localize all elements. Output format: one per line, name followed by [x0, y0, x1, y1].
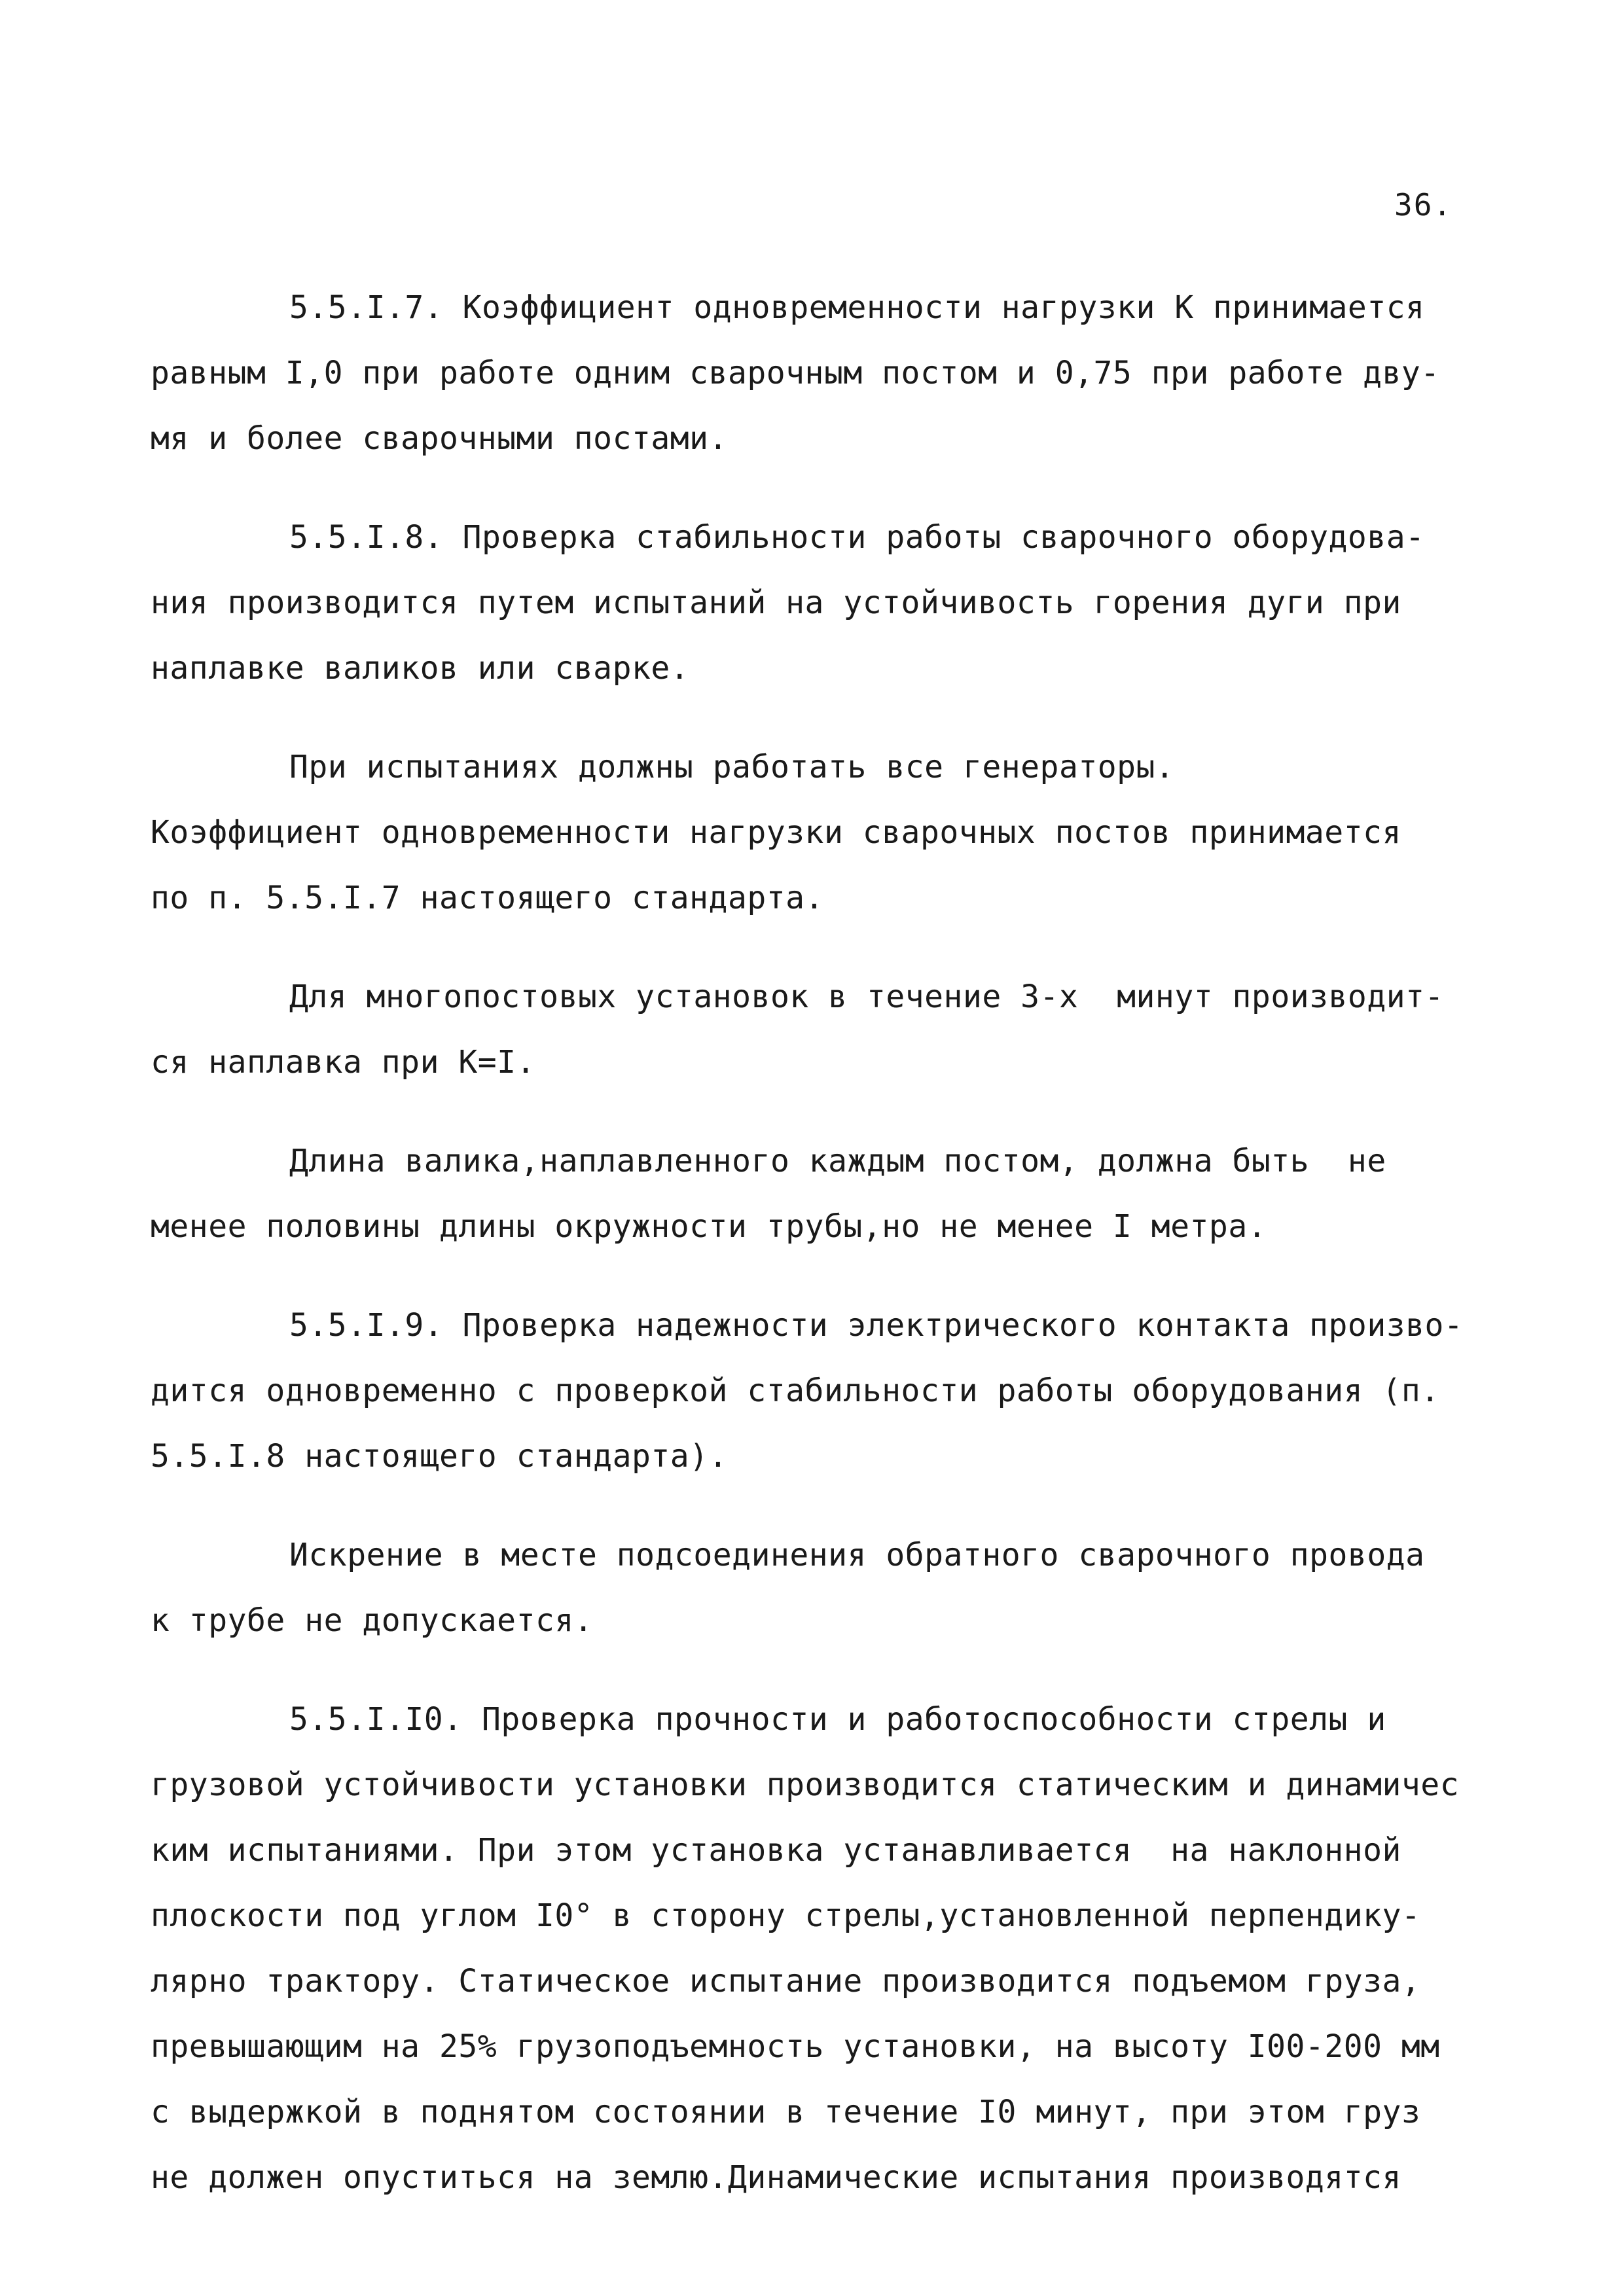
paragraph-5-5-1-10	[151, 1687, 1512, 2210]
text-line: 5.5.I.I0. Проверка прочности и работоспособности стрелы и	[289, 1701, 1386, 1738]
text-line: Длина валика,наплавленного каждым постом, должна быть не	[289, 1143, 1386, 1179]
page-number: 36.	[1394, 187, 1453, 223]
text-line: равным I,0 при работе одним сварочным постом и 0,75 при работе дву-	[151, 355, 1440, 391]
text-line: менее половины длины окружности трубы,но не менее I метра.	[151, 1208, 1267, 1245]
text-line: с выдержкой в поднятом состоянии в течение I0 минут, при этом груз	[151, 2094, 1421, 2130]
paragraph-5-5-1-8	[151, 505, 1512, 701]
text-line: не должен опуститься на землю.Динамические испытания производятся	[151, 2159, 1401, 2196]
text-line: по п. 5.5.I.7 настоящего стандарта.	[151, 880, 824, 916]
text-line: наплавке валиков или сварке.	[151, 650, 690, 687]
paragraph-sparking	[151, 1522, 1512, 1653]
paragraph-5-5-1-7	[151, 275, 1512, 471]
text-line: превышающим на 25% грузоподъемность установки, на высоту I00-200 мм	[151, 2028, 1440, 2065]
text-line: 5.5.I.9. Проверка надежности электрического контакта произво-	[289, 1307, 1464, 1344]
paragraph-5-5-1-9	[151, 1293, 1512, 1489]
paragraph-generators	[151, 734, 1512, 931]
text-line: Для многопостовых установок в течение 3-х минут производит-	[289, 978, 1444, 1015]
text-line: При испытаниях должны работать все генераторы.	[289, 749, 1175, 785]
text-line: мя и более сварочными постами.	[151, 420, 728, 457]
text-line: лярно трактору. Статическое испытание производится подъемом груза,	[151, 1963, 1421, 2000]
document-body	[151, 275, 1512, 2244]
text-line: 5.5.I.8. Проверка стабильности работы сварочного оборудова-	[289, 519, 1425, 556]
text-line: к трубе не допускается.	[151, 1602, 594, 1639]
text-line: грузовой устойчивости установки производится статическим и динамичес	[151, 1767, 1460, 1803]
text-line: Коэффициент одновременности нагрузки сварочных постов принимается	[151, 814, 1401, 851]
text-line: плоскости под углом I0° в сторону стрелы,установленной перпендику-	[151, 1897, 1421, 1934]
text-line: дится одновременно с проверкой стабильности работы оборудования (п.	[151, 1372, 1440, 1409]
text-line: ким испытаниями. При этом установка устанавливается на наклонной	[151, 1832, 1401, 1869]
text-line: ния производится путем испытаний на устойчивость горения дуги при	[151, 584, 1401, 621]
text-line: Искрение в месте подсоединения обратного сварочного провода	[289, 1537, 1425, 1573]
paragraph-bead-length	[151, 1128, 1512, 1259]
text-line: ся наплавка при К=I.	[151, 1044, 535, 1081]
paragraph-multipost	[151, 964, 1512, 1095]
text-line: 5.5.I.7. Коэффициент одновременности нагрузки К принимается	[289, 289, 1425, 326]
text-line: 5.5.I.8 настоящего стандарта).	[151, 1438, 728, 1475]
